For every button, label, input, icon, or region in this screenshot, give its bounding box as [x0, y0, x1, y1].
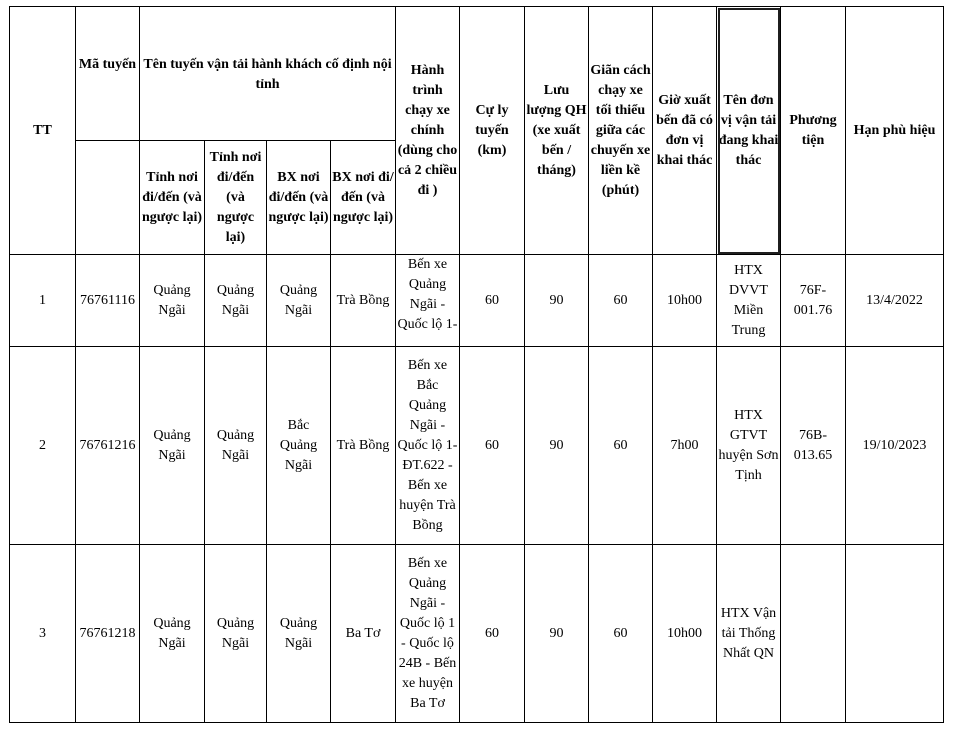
cell-don-vi[interactable]: HTX Vận tải Thống Nhất QN — [717, 545, 781, 723]
cell-bx-den[interactable]: Trà Bồng — [331, 255, 396, 347]
cell-gio-xuat-ben[interactable]: 10h00 — [653, 255, 717, 347]
table-row — [10, 255, 944, 347]
cell-hanh-trinh[interactable]: Bến xe Quảng Ngãi - Quốc lộ 1- — [396, 255, 460, 347]
header-cu-ly[interactable]: Cự ly tuyến (km) — [460, 7, 525, 255]
cell-ma-tuyen[interactable]: 76761116 — [76, 255, 140, 347]
cell-tinh-di[interactable]: Quảng Ngãi — [140, 347, 205, 545]
cell-ma-tuyen[interactable]: 76761218 — [76, 545, 140, 723]
header-tinh-den[interactable]: Tỉnh nơi đi/đến (và ngược lại) — [205, 141, 267, 255]
cell-tinh-di[interactable]: Quảng Ngãi — [140, 545, 205, 723]
cell-gian-cach[interactable]: 60 — [589, 255, 653, 347]
cell-luu-luong[interactable]: 90 — [525, 545, 589, 723]
header-bx-di[interactable]: BX nơi đi/đến (và ngược lại) — [267, 141, 331, 255]
cell-han-phu-hieu[interactable] — [846, 545, 944, 723]
header-phuong-tien[interactable]: Phương tiện — [781, 7, 846, 255]
cell-gio-xuat-ben[interactable]: 10h00 — [653, 545, 717, 723]
header-tt[interactable]: TT — [10, 7, 76, 255]
cell-han-phu-hieu[interactable]: 19/10/2023 — [846, 347, 944, 545]
cell-tinh-di[interactable]: Quảng Ngãi — [140, 255, 205, 347]
header-ma-tuyen[interactable]: Mã tuyến — [76, 7, 140, 141]
cell-phuong-tien[interactable] — [781, 545, 846, 723]
table-body — [10, 255, 944, 723]
cell-don-vi[interactable]: HTX DVVT Miền Trung — [717, 255, 781, 347]
header-bx-den[interactable]: BX nơi đi/đến (và ngược lại) — [331, 141, 396, 255]
cell-gian-cach[interactable]: 60 — [589, 347, 653, 545]
cell-phuong-tien[interactable]: 76F-001.76 — [781, 255, 846, 347]
header-ma-tuyen-empty[interactable] — [76, 141, 140, 255]
table-row — [10, 545, 944, 723]
table-header — [10, 7, 944, 255]
cell-ma-tuyen[interactable]: 76761216 — [76, 347, 140, 545]
header-gian-cach[interactable]: Giãn cách chạy xe tối thiểu giữa các chuyến xe liền kề (phút) — [589, 7, 653, 255]
cell-phuong-tien[interactable]: 76B-013.65 — [781, 347, 846, 545]
cell-hanh-trinh[interactable]: Bến xe Quảng Ngãi - Quốc lộ 1 - Quốc lộ 24B - Bến xe huyện Ba Tơ — [396, 545, 460, 723]
header-tinh-di[interactable]: Tỉnh nơi đi/đến (và ngược lại) — [140, 141, 205, 255]
cell-tinh-den[interactable]: Quảng Ngãi — [205, 255, 267, 347]
cell-cu-ly[interactable]: 60 — [460, 545, 525, 723]
header-luu-luong[interactable]: Lưu lượng QH (xe xuất bến / tháng) — [525, 7, 589, 255]
cell-tt[interactable]: 2 — [10, 347, 76, 545]
cell-tt[interactable]: 3 — [10, 545, 76, 723]
cell-bx-di[interactable]: Quảng Ngãi — [267, 545, 331, 723]
cell-cu-ly[interactable]: 60 — [460, 255, 525, 347]
cell-cu-ly[interactable]: 60 — [460, 347, 525, 545]
header-ten-tuyen[interactable]: Tên tuyến vận tải hành khách cố định nội tỉnh — [140, 7, 396, 141]
cell-tt[interactable]: 1 — [10, 255, 76, 347]
route-table — [9, 6, 944, 723]
cell-don-vi[interactable]: HTX GTVT huyện Sơn Tịnh — [717, 347, 781, 545]
header-hanh-trinh[interactable]: Hành trình chạy xe chính (dùng cho cả 2 chiều đi ) — [396, 7, 460, 255]
cell-luu-luong[interactable]: 90 — [525, 255, 589, 347]
cell-hanh-trinh[interactable]: Bến xe Bắc Quảng Ngãi - Quốc lộ 1- ĐT.622 - Bến xe huyện Trà Bồng — [396, 347, 460, 545]
cell-bx-di[interactable]: Quảng Ngãi — [267, 255, 331, 347]
cell-luu-luong[interactable]: 90 — [525, 347, 589, 545]
cell-bx-den[interactable]: Ba Tơ — [331, 545, 396, 723]
header-don-vi[interactable]: Tên đơn vị vận tải đang khai thác — [717, 7, 781, 255]
table-row — [10, 347, 944, 545]
cell-gian-cach[interactable]: 60 — [589, 545, 653, 723]
cell-tinh-den[interactable]: Quảng Ngãi — [205, 545, 267, 723]
header-han-phu-hieu[interactable]: Hạn phù hiệu — [846, 7, 944, 255]
cell-han-phu-hieu[interactable]: 13/4/2022 — [846, 255, 944, 347]
cell-bx-di[interactable]: Bắc Quảng Ngãi — [267, 347, 331, 545]
cell-tinh-den[interactable]: Quảng Ngãi — [205, 347, 267, 545]
cell-bx-den[interactable]: Trà Bồng — [331, 347, 396, 545]
cell-gio-xuat-ben[interactable]: 7h00 — [653, 347, 717, 545]
header-gio-xuat-ben[interactable]: Giờ xuất bến đã có đơn vị khai thác — [653, 7, 717, 255]
